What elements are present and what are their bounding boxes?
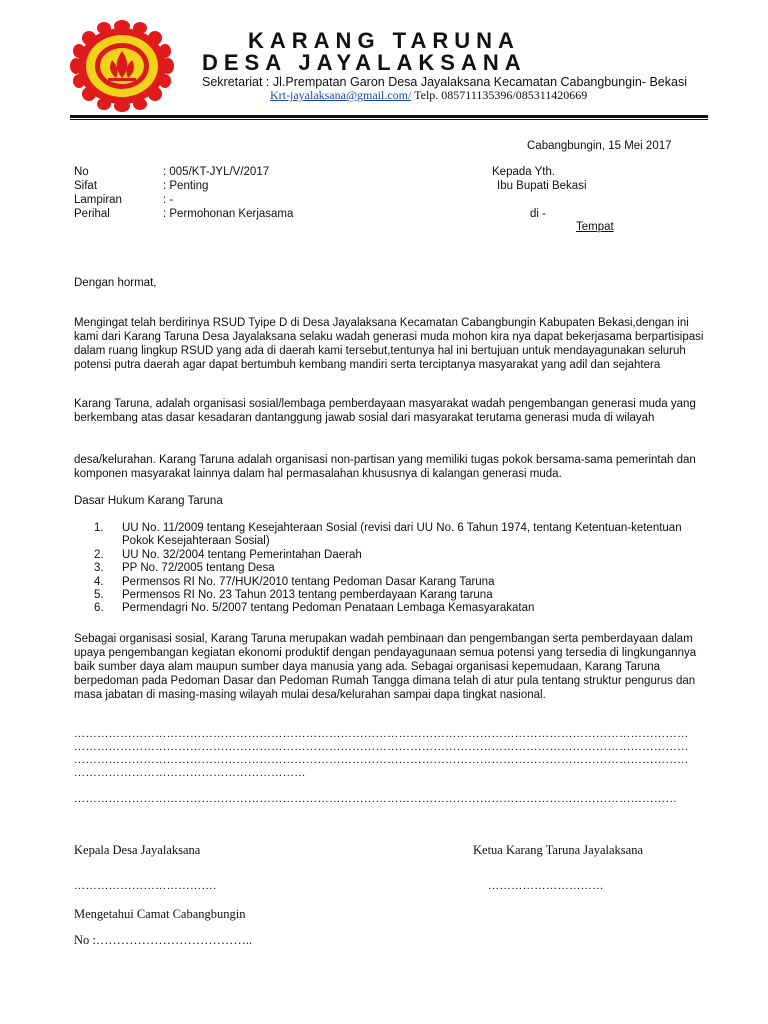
meta-value-perihal: : Permohonan Kerjasama [163,208,294,220]
place-date: Cabangbungin, 15 Mei 2017 [527,140,672,152]
meta-value-sifat: : Penting [163,180,209,192]
dotted-line: …………………………………………………………………………………………………………………………………………… [74,741,689,753]
recipient-location: Tempat [576,221,614,233]
recipient-name: Ibu Bupati Bekasi [497,180,587,192]
acknowledgement-title: Mengetahui Camat Cabangbungin [74,907,246,921]
secretariat-address: Sekretariat : Jl.Prempatan Garon Desa Jayalaksana Kecamatan Cabangbungin- Bekasi [202,75,687,89]
signature-line-right: ………………………… [488,880,604,892]
organization-logo [68,20,176,112]
meta-label-perihal: Perihal [74,208,110,220]
meta-value-no: : 005/KT-JYL/V/2017 [163,166,270,178]
list-item: 5. Permensos RI No. 23 Tahun 2013 tentang pemberdayaan Karang taruna [94,589,493,602]
signature-line-left: ………………………………. [74,880,217,892]
village-name: DESA JAYALAKSANA [202,50,527,75]
signature-title-left: Kepala Desa Jayalaksana [74,843,201,857]
organization-name: KARANG TARUNA [248,28,520,53]
dotted-line: …………………………………………………… [74,767,306,779]
dotted-line: …………………………………………………………………………………………………………………………………………… [74,728,689,740]
header-divider-thin [70,119,708,120]
email-link[interactable]: Krt-jayalaksana@gmail.com/ [270,88,412,102]
signature-title-right: Ketua Karang Taruna Jayalaksana [473,843,643,857]
meta-label-sifat: Sifat [74,180,98,192]
list-item: 6. Permendagri No. 5/2007 tentang Pedoman Penataan Lembaga Kemasyarakatan [94,602,535,615]
paragraph-closing: Sebagai organisasi sosial, Karang Taruna merupakan wadah pembinaan dan pengembangan serta pemberdayaan dalam upaya pengembangan kegiatan ekonomi produktif dengan pendayagunaan semua potensi yang tersedia di lingkungannya baik sumber daya alam maupun sumber daya manusia yang ada. Sebagai organisasi kepemudaan, Karang Taruna berpedoman pada Pedoman Dasar dan Pedoman Rumah Tangga dimana telah di atur pula tentang struktur pengurus dan masa jabatan di masing-masing wilayah mulai desa/kelurahan sampai dapa tingkat nasional. [74,633,697,701]
legal-list [94,522,694,616]
legal-heading: Dasar Hukum Karang Taruna [74,495,223,507]
phone-text: Telp. 085711135396/085311420669 [411,88,588,102]
karang-taruna-emblem-icon [68,20,176,112]
list-item: 4. Permensos RI No. 77/HUK/2010 tentang Pedoman Dasar Karang Taruna [94,575,495,588]
list-item: 3. PP No. 72/2005 tentang Desa [94,562,275,575]
salutation: Dengan hormat, [74,277,157,289]
paragraph-intro: Mengingat telah berdirinya RSUD Tyipe D di Desa Jayalaksana Kecamatan Cabangbungin Kabupaten Bekasi,dengan ini kami dari Karang Taruna Desa Jayalaksana selaku wadah generasi muda mohon kira nya dapat bekerjasama berpartisipasi dalam ruang lingkup RSUD yang ada di daerah kami tersebut,tentunya hal ini bertujuan untuk mendayagunakan seluruh potensi putra daerah agar dapat bertumbuh kembang mandiri serta terciptanya masyarakat yang adil dan sejahtera [74,317,704,371]
paragraph-role: desa/kelurahan. Karang Taruna adalah organisasi non-partisan yang memiliki tugas pokok bersama-sama pemerintah dan komponen masyarakat lainnya dalam hal permasalahan khususnya di kalangan generasi muda. [74,454,696,480]
camat-number-line: No :……………………………….. [74,933,253,947]
list-item: 1. UU No. 11/2009 tentang Kesejahteraan Sosial (revisi dari UU No. 6 Tahun 1974, tentang Ketentuan-ketentuan Pokok Kesejahteraan Sosial) [94,522,682,548]
recipient-location-prefix: di - [530,208,546,220]
meta-label-lampiran: Lampiran [74,194,122,206]
dotted-line: …………………………………………………………………………………………………………………………………………… [74,754,689,766]
dotted-line: ………………………………………………………………………………………………………………………………………… [74,793,678,805]
recipient-greeting: Kepada Yth. [492,166,556,178]
header-divider-thick [70,115,708,118]
contact-line [270,88,587,103]
list-item: 2. UU No. 32/2004 tentang Pemerintahan Daerah [94,548,362,561]
paragraph-definition: Karang Taruna, adalah organisasi sosial/lembaga pemberdayaan masyarakat wadah pengembangan generasi muda yang berkembang atas dasar kesadaran dantanggung jawab sosial dari masyarakat terutama generasi muda di wilayah [74,398,696,424]
meta-label-no: No [74,166,89,178]
meta-value-lampiran: : - [163,194,174,206]
